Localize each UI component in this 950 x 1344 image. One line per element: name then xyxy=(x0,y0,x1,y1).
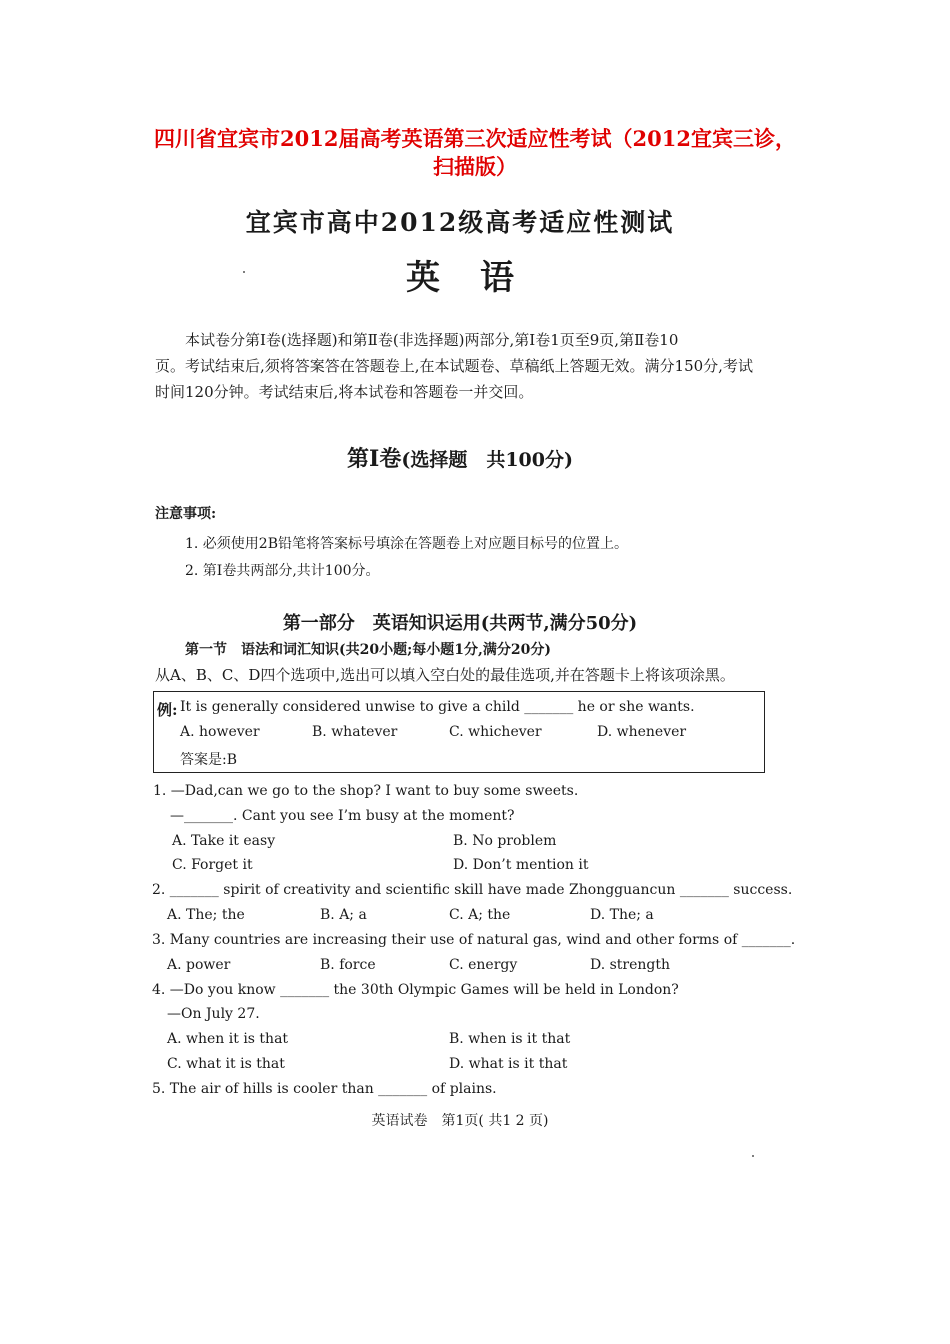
question-2-stem: 2. _______ spirit of creativity and scientific skill have made Zhongguancun _______ success. xyxy=(152,882,793,898)
question-1-option-b: B. No problem xyxy=(453,833,557,849)
question-5-stem: 5. The air of hills is cooler than _______ of plains. xyxy=(152,1081,497,1097)
scan-speck xyxy=(752,1155,754,1157)
question-3-option-c: C. energy xyxy=(449,957,518,973)
question-2-option-c: C. A; the xyxy=(449,907,511,923)
question-2-option-b: B. A; a xyxy=(320,907,367,923)
question-4-stem-2: —On July 27. xyxy=(167,1006,260,1022)
question-1-option-c: C. Forget it xyxy=(172,857,253,873)
question-4-option-c: C. what it is that xyxy=(167,1056,285,1072)
question-3-stem: 3. Many countries are increasing their use of natural gas, wind and other forms of _______. xyxy=(152,932,796,948)
intro-line-3: 时间120分钟。考试结束后,将本试卷和答题卷一并交回。 xyxy=(155,383,534,401)
example-option-b: B. whatever xyxy=(312,724,398,740)
question-3-option-b: B. force xyxy=(320,957,376,973)
example-stem: It is generally considered unwise to give a child _______ he or she wants. xyxy=(180,699,695,715)
question-1-stem: 1. —Dad,can we go to the shop? I want to buy some sweets. xyxy=(153,783,579,799)
subject-title: 英语 xyxy=(406,258,554,298)
document-title-line-1: 四川省宜宾市2012届高考英语第三次适应性考试（2012宜宾三诊， xyxy=(154,126,796,151)
question-2-option-a: A. The; the xyxy=(167,907,245,923)
question-1-stem-2: —_______. Cant you see I’m busy at the moment? xyxy=(170,808,515,824)
document-title-line-2: 扫描版） xyxy=(433,154,517,179)
page-footer: 英语试卷 第1页( 共1 2 页) xyxy=(371,1113,549,1129)
question-1-option-d: D. Don’t mention it xyxy=(453,857,589,873)
notice-item-1: 1. 必须使用2B铅笔将答案标号填涂在答题卷上对应题目标号的位置上。 xyxy=(185,536,629,552)
question-3-option-a: A. power xyxy=(167,957,231,973)
volume-title xyxy=(0,442,920,473)
part-title: 第一部分 英语知识运用(共两节,满分50分) xyxy=(282,613,638,634)
example-label: 例: xyxy=(157,701,178,719)
exam-title: 宜宾市高中2012级高考适应性测试 xyxy=(245,208,675,237)
intro-line-2: 页。考试结束后,须将答案答在答题卷上,在本试题卷、草稿纸上答题无效。满分150分,考试 xyxy=(155,357,753,375)
question-4-option-d: D. what is it that xyxy=(449,1056,568,1072)
notice-item-2: 2. 第Ⅰ卷共两部分,共计100分。 xyxy=(185,563,380,579)
example-option-c: C. whichever xyxy=(449,724,542,740)
scan-speck xyxy=(243,271,245,273)
question-4-option-b: B. when is it that xyxy=(449,1031,571,1047)
example-answer: 答案是:B xyxy=(180,752,238,768)
question-3-option-d: D. strength xyxy=(590,957,671,973)
question-1-option-a: A. Take it easy xyxy=(172,833,276,849)
section-title: 第一节 语法和词汇知识(共20小题;每小题1分,满分20分) xyxy=(185,642,551,658)
question-4-option-a: A. when it is that xyxy=(167,1031,289,1047)
question-4-stem: 4. —Do you know _______ the 30th Olympic Games will be held in London? xyxy=(152,982,679,998)
question-2-option-d: D. The; a xyxy=(590,907,654,923)
volume-title-main: 第Ⅰ卷 xyxy=(347,446,402,472)
example-option-a: A. however xyxy=(180,724,260,740)
volume-title-sub: (选择题 共100分) xyxy=(401,449,573,471)
section-instruction: 从A、B、C、D四个选项中,选出可以填入空白处的最佳选项,并在答题卡上将该项涂黑。 xyxy=(155,666,735,684)
notice-title: 注意事项: xyxy=(155,506,217,522)
intro-line-1: 本试卷分第Ⅰ卷(选择题)和第Ⅱ卷(非选择题)两部分,第Ⅰ卷1页至9页,第Ⅱ卷10 xyxy=(185,331,679,349)
example-option-d: D. whenever xyxy=(597,724,687,740)
